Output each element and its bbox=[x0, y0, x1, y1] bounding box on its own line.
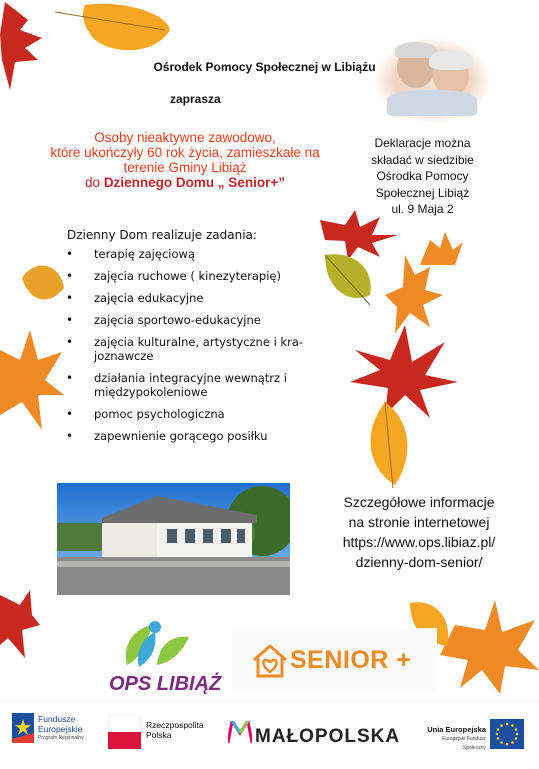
green-leaf-right bbox=[320, 250, 375, 310]
list-item: • pomoc psychologiczna bbox=[58, 407, 328, 421]
list-item: • zapewnienie gorącego posiłku bbox=[58, 429, 328, 443]
declaration-line: składać w siedzibie bbox=[371, 152, 474, 167]
declaration-line: Deklaracje można bbox=[374, 136, 471, 150]
malopolska-m-icon bbox=[228, 721, 252, 743]
rp-line2: Polska bbox=[146, 729, 172, 740]
tasks-list bbox=[58, 247, 328, 451]
fe-line2: Europejskie bbox=[38, 723, 83, 734]
senior-logo-text: SENIOR + bbox=[290, 646, 412, 674]
orange-maple-bottom-right bbox=[440, 600, 539, 695]
list-item: • zajęcia ruchowe ( kinezyterapię) bbox=[58, 269, 328, 283]
eu-flag-icon bbox=[490, 719, 524, 749]
declarations-info bbox=[355, 135, 490, 218]
declaration-line: ul. 9 Maja 2 bbox=[391, 202, 454, 216]
ops-logo-text: OPS LIBIĄŻ bbox=[109, 673, 222, 695]
list-item: • działania integracyjne wewnątrz i międzypokoleniowe bbox=[58, 371, 328, 399]
target-line: które ukończyły 60 rok życia, zamieszkałe na bbox=[50, 145, 320, 160]
malopolska-text: MAŁOPOLSKA bbox=[255, 726, 401, 747]
fe-star-icon bbox=[12, 713, 34, 743]
fe-sub: Program Regionalny bbox=[38, 735, 84, 741]
target-line: terenie Gminy Libiąż bbox=[123, 160, 247, 175]
orange-maple-left bbox=[0, 330, 65, 435]
maple-leaf-top-left bbox=[0, 0, 45, 95]
declaration-line: Ośrodka Pomocy bbox=[376, 169, 469, 183]
organization-name: Ośrodek Pomocy Społecznej w Libiążu bbox=[153, 60, 376, 74]
list-item: • zajęcia edukacyjne bbox=[58, 291, 328, 305]
maple-leaf-left-bottom bbox=[0, 590, 40, 660]
list-item: • terapię zajęciową bbox=[58, 247, 328, 261]
ue-line2: Europejski Fundusz Społeczny bbox=[442, 735, 486, 751]
ue-line1: Unia Europejska bbox=[427, 725, 486, 734]
seniors-photo bbox=[375, 38, 490, 123]
funding-footer bbox=[0, 700, 539, 769]
target-line: Osoby nieaktywne zawodowo, bbox=[94, 130, 276, 145]
list-item: • zajęcia sportowo-edukacyjne bbox=[58, 313, 328, 327]
orange-leaf-right-bottom bbox=[355, 400, 420, 490]
website-link-path[interactable]: dzienny-dom-senior/ bbox=[355, 554, 483, 570]
declaration-line: Społecznej Libiąż bbox=[375, 185, 470, 200]
ops-libiaz-logo bbox=[97, 617, 222, 699]
day-care-name: Dziennego Domu „ Senior+” bbox=[103, 175, 285, 190]
invites-text: zaprasza bbox=[170, 92, 221, 106]
website-link[interactable]: https://www.ops.libiaz.pl/ bbox=[342, 534, 496, 550]
orange-leaf-top bbox=[55, 0, 175, 60]
fe-line1: Fundusze bbox=[38, 714, 76, 724]
list-item: • zajęcia kulturalne, artystyczne i kra-joznawcze bbox=[58, 335, 328, 363]
target-line: do Dziennego Domu „ Senior+” bbox=[85, 175, 285, 190]
rp-line1: Rzeczpospolita bbox=[146, 720, 204, 730]
more-info-line: Szczegółowe informacje bbox=[343, 494, 495, 510]
more-info bbox=[318, 492, 520, 572]
tasks-title: Dzienny Dom realizuje zadania: bbox=[67, 228, 257, 242]
polish-flag-icon bbox=[108, 715, 141, 749]
target-group bbox=[20, 130, 350, 190]
senior-plus-logo bbox=[232, 628, 437, 690]
house-heart-icon bbox=[250, 642, 290, 680]
more-info-line: na stronie internetowej bbox=[348, 514, 490, 530]
building-photo bbox=[57, 483, 290, 595]
